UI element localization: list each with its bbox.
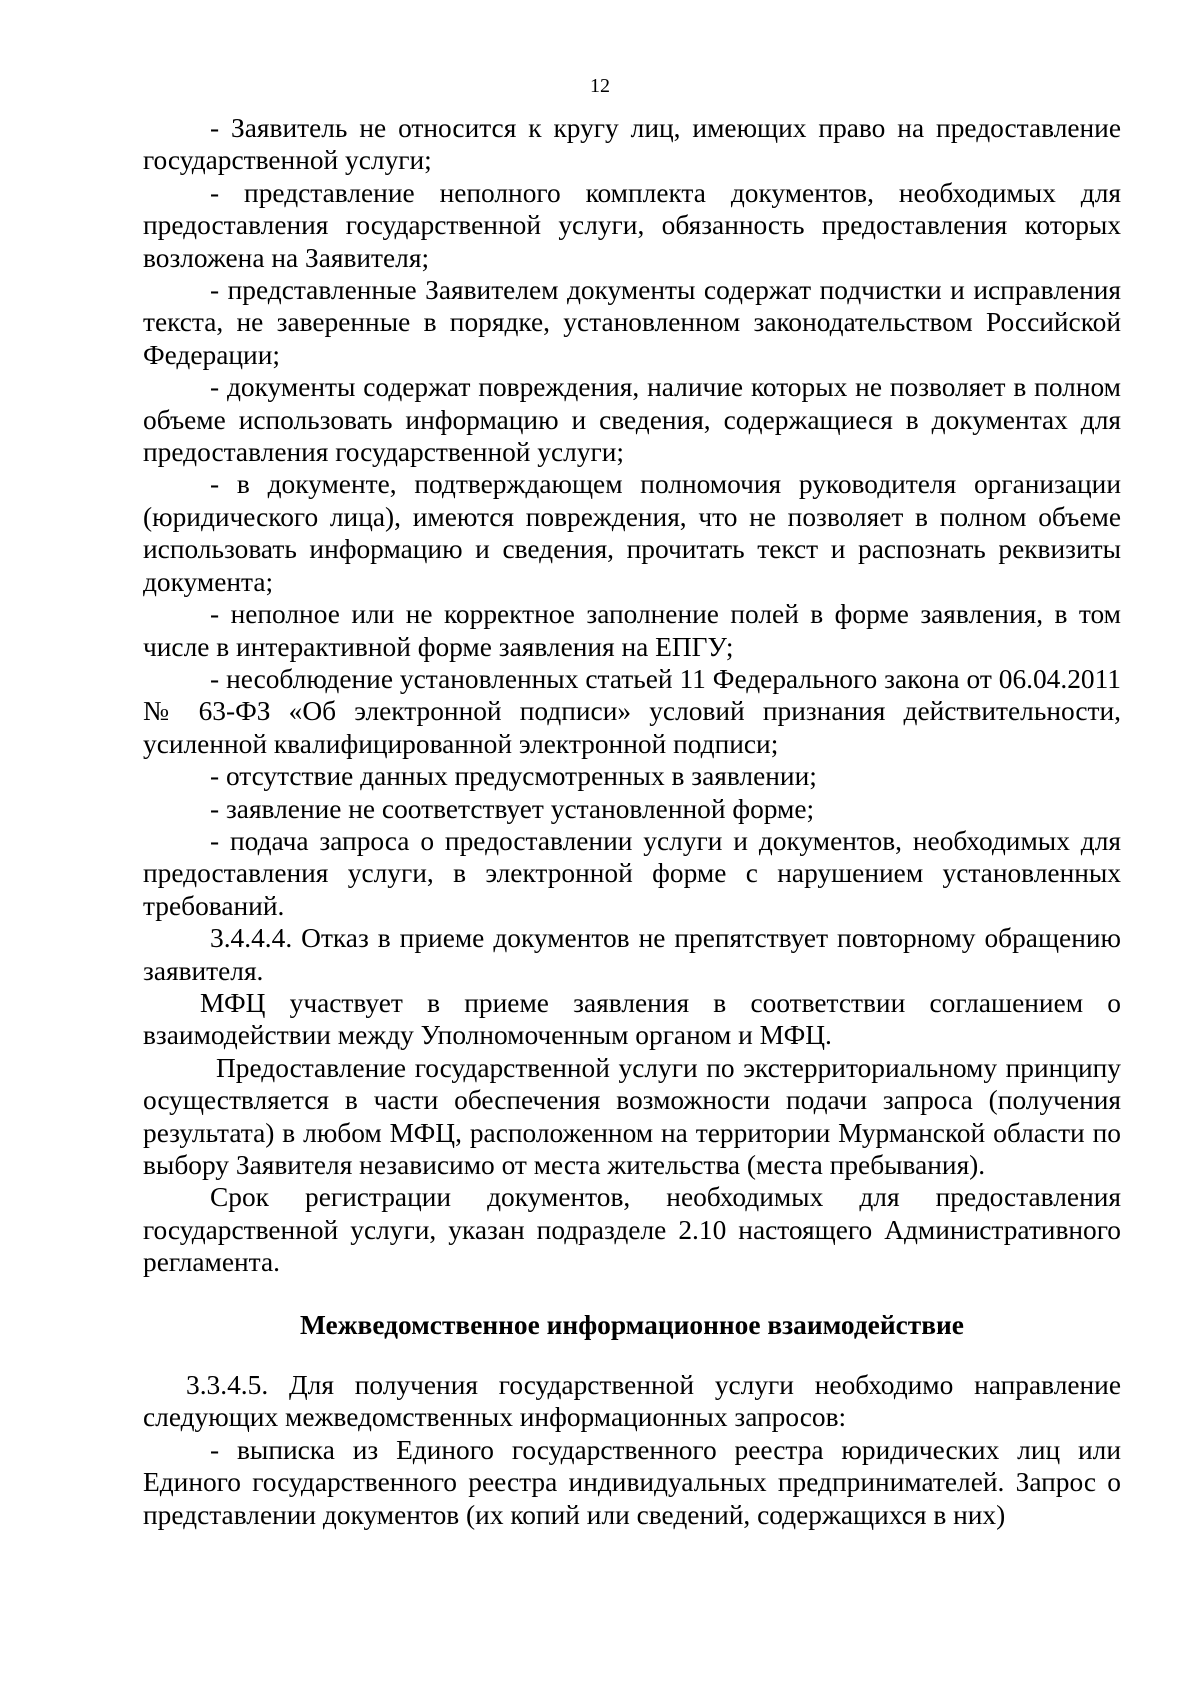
paragraph-incorrect-form-filling: - неполное или не корректное заполнение полей в форме заявления, в том числе в интерактивной форме заявления на ЕПГУ; [143, 599, 1121, 662]
paragraph-registry-extract: - выписка из Единого государственного реестра юридических лиц или Единого государственного реестра индивидуальных предпринимателей. Запрос о представлении документов (их копий или сведений, содержащихся в них) [143, 1434, 1121, 1530]
paragraph-electronic-submission-violation: - подача запроса о предоставлении услуги и документов, необходимых для предоставления услуги, в электронной форме с нарушением установленных требований. [143, 825, 1121, 921]
paragraph-incomplete-documents: - представление неполного комплекта документов, необходимых для предоставления государственной услуги, обязанность предоставления которых возложена на Заявителя; [143, 177, 1121, 273]
paragraph-extraterritorial-principle: Предоставление государственной услуги по экстерриториальному принципу осуществляется в части обеспечения возможности подачи запроса (получения результата) в любом МФЦ, расположенном на территории Мурманской области по выбору Заявителя независимо от места жительства (места пребывания). [143, 1052, 1121, 1180]
page-number: 12 [590, 75, 610, 97]
paragraph-document-corrections: - представленные Заявителем документы содержат подчистки и исправления текста, не заверенные в порядке, установленном законодательством Российской Федерации; [143, 275, 1121, 370]
paragraph-electronic-signature-violation: - несоблюдение установленных статьей 11 Федерального закона от 06.04.2011 № 63-ФЗ «Об электронной подписи» условий признания действительности, усиленной квалифицированной электронной подписи; [143, 663, 1121, 759]
paragraph-authority-document-damage: - в документе, подтверждающем полномочия руководителя организации (юридического лица), имеются повреждения, что не позволяет в полном объеме использовать информацию и сведения, прочитать текст и распознать реквизиты документа; [143, 469, 1121, 597]
paragraph-registration-deadline: Срок регистрации документов, необходимых для предоставления государственной услуги, указан подразделе 2.10 настоящего Административного регламента. [143, 1182, 1121, 1278]
section-heading: Межведомственное информационное взаимодействие [300, 1309, 964, 1340]
paragraph-refusal-no-obstacle: 3.4.4.4. Отказ в приеме документов не препятствует повторному обращению заявителя. [143, 923, 1121, 986]
paragraph-applicant-not-eligible: - Заявитель не относится к кругу лиц, имеющих право на предоставление государственной услуги; [143, 113, 1121, 176]
paragraph-document-damage: - документы содержат повреждения, наличие которых не позволяет в полном объеме использовать информацию и сведения, содержащиеся в документах для предоставления государственной услуги; [143, 372, 1121, 468]
paragraph-form-mismatch: - заявление не соответствует установленной форме; [210, 793, 815, 824]
paragraph-mfc-participation: МФЦ участвует в приеме заявления в соответствии соглашением о взаимодействии между Уполномоченным органом и МФЦ. [143, 987, 1121, 1051]
paragraph-interagency-requests: 3.3.4.5. Для получения государственной услуги необходимо направление следующих межведомственных информационных запросов: [143, 1370, 1121, 1433]
paragraph-missing-data: - отсутствие данных предусмотренных в заявлении; [210, 761, 817, 792]
document-body [143, 112, 1121, 1531]
